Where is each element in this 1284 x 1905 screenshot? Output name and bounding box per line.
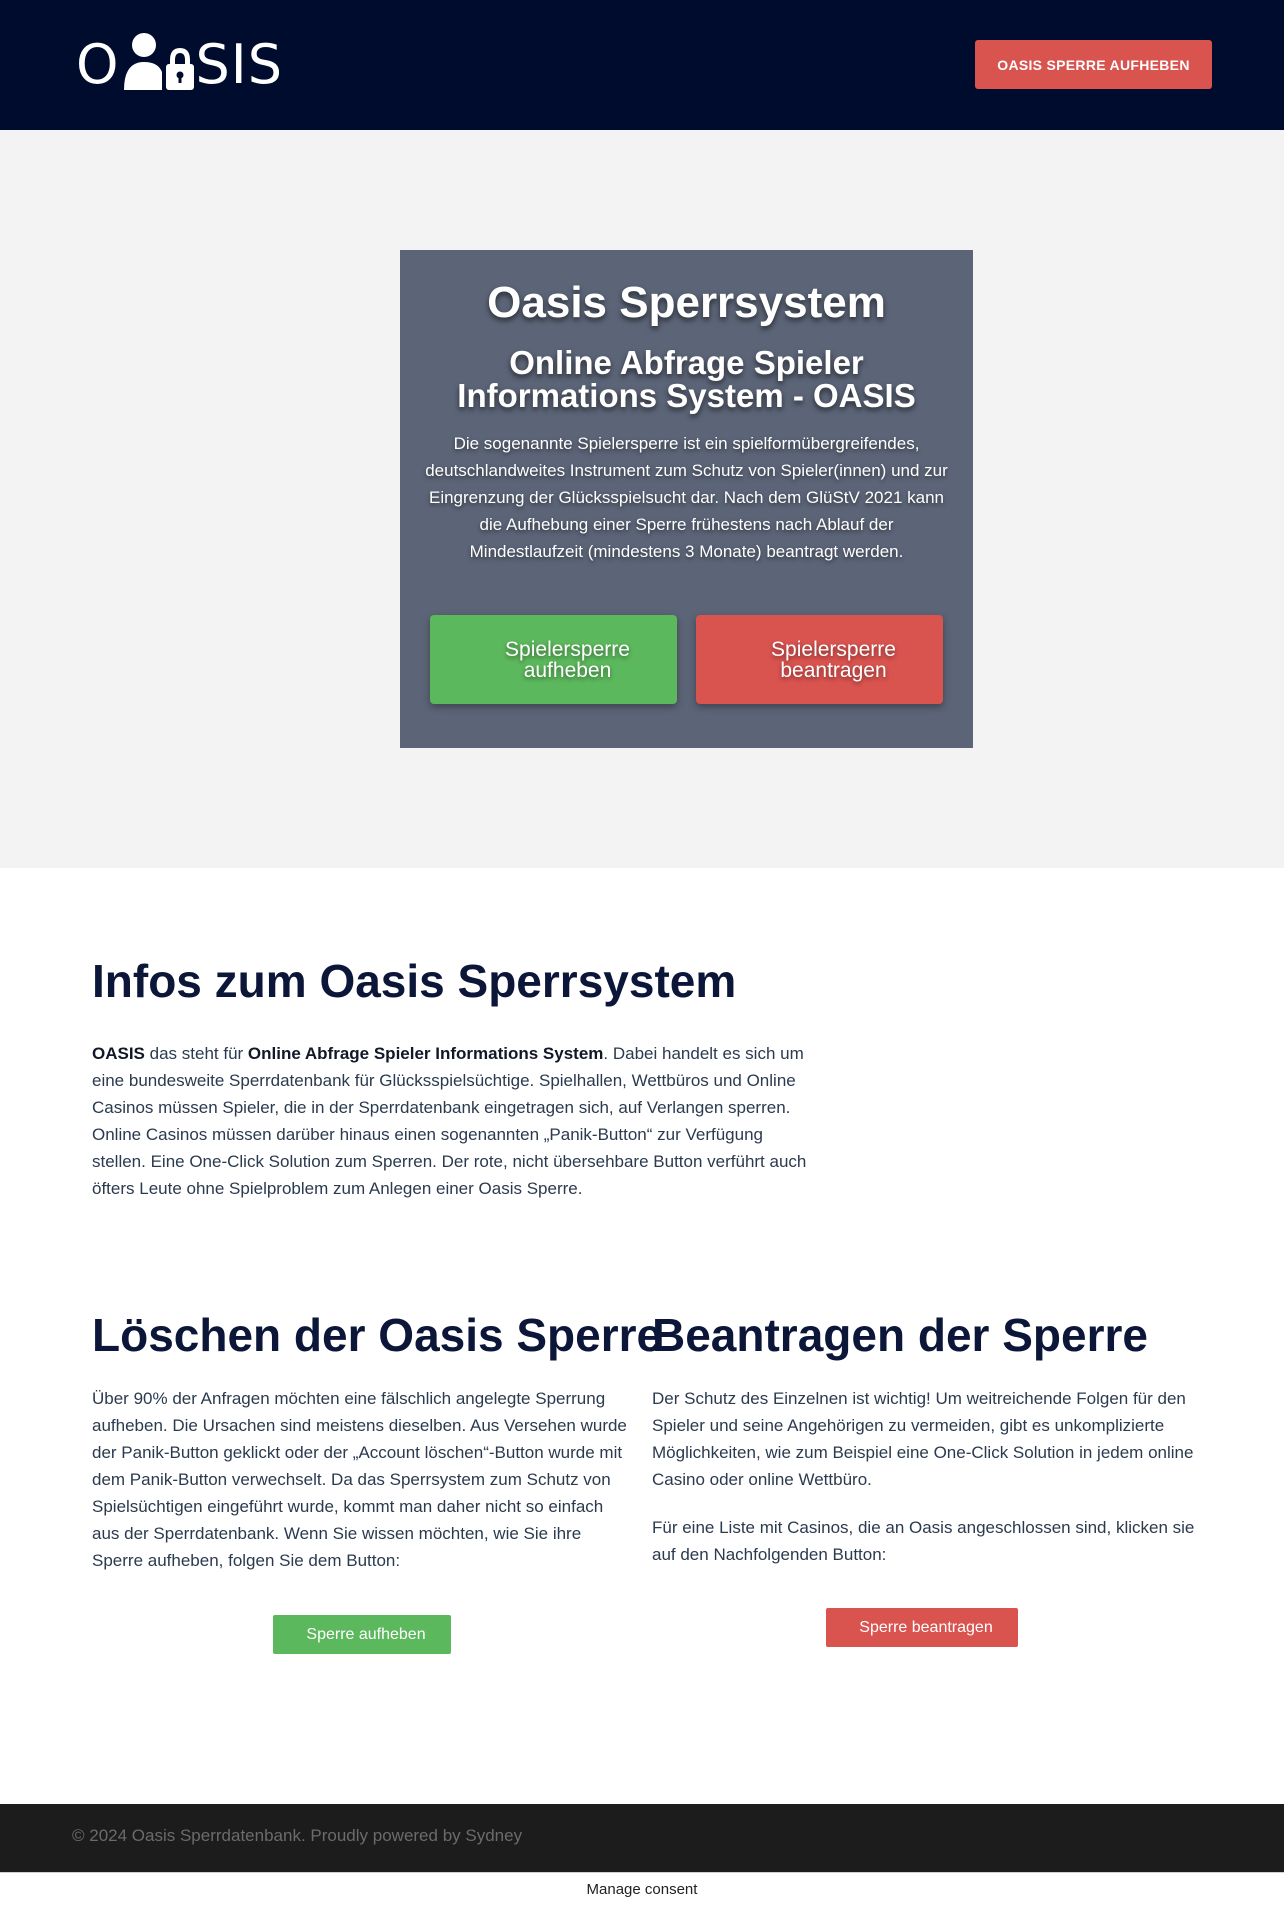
lift-ban-label: Spielersperre aufheben [505,637,630,682]
request-ban-paragraph-1: Der Schutz des Einzelnen ist wichtig! Um weitreichende Folgen für den Spieler und seine Angehörigen zu vermeiden, gibt es unkomplizierte Möglichkeiten, wie zum Beispiel eine One-Click Solution in jedem online Casino oder online Wettbüro. [652,1389,1194,1489]
hero-box [400,250,973,748]
lift-ban-button[interactable] [430,615,677,704]
delete-ban-paragraph: Über 90% der Anfragen möchten eine fälschlich angelegte Sperrung aufheben. Die Ursachen sind meistens dieselben. Aus Versehen wurde der Panik-Button geklickt oder der „Account löschen“-Button wurde mit dem Panik-Button verwechselt. Da das Sperrsystem zum Schutz von Spielsüchtigen eingeführt wurde, kommt man daher nicht so einfach aus der Sperrdatenbank. Wenn Sie wissen möchten, wie Sie ihre Sperre aufheben, folgen Sie dem Button: [92,1389,627,1570]
request-ban-heading: Beantragen der Sperre [652,1309,1148,1361]
site-footer [0,1804,1284,1872]
info-bold-fullname: Online Abfrage Spieler Informations System [247,1044,604,1063]
request-ban-small-button[interactable] [826,1608,1018,1647]
header-lift-ban-button[interactable]: OASIS SPERRE AUFHEBEN [975,40,1212,89]
lift-ban-small-button[interactable] [273,1615,451,1654]
lift-ban-small-label: Sperre aufheben [306,1625,426,1643]
delete-ban-heading: Löschen der Oasis Sperre [92,1309,663,1361]
hero-section [0,130,1284,868]
logo-suffix: SIS [195,33,283,96]
info-text-part1: das steht für [144,1044,248,1063]
info-paragraph [92,1040,807,1202]
request-ban-button[interactable] [696,615,943,704]
info-text-part2: . Dabei handelt es sich um eine bundesweite Sperrdatenbank für Glücksspielsüchtige. Spielhallen, Wettbüros und Online Casinos müssen Spieler, die in der Sperrdatenbank eingetragen sich, auf Verlangen sperren. Online Casinos müssen darüber hinaus einen sogenannten „Panik-Button“ zur Verfügung stellen. Eine One-Click Solution zum Sperren. Der rote, nicht übersehbare Button verführt auch öfters Leute ohne Spielproblem zum Anlegen einer Oasis Sperre. [92,1044,807,1198]
hero-description: Die sogenannte Spielersperre ist ein spielformübergreifendes, deutschlandweites Instrument zum Schutz von Spieler(innen) und zur Eingrenzung der Glücksspielsucht dar. Nach dem GlüStV 2021 kann die Aufhebung einer Sperre frühestens nach Ablauf der Mindestlaufzeit (mindestens 3 Monate) beantragt werden. [425,434,948,561]
footer-copyright: © 2024 Oasis Sperrdatenbank. Proudly powered by Sydney [72,1826,523,1845]
oasis-logo[interactable] [76,30,283,96]
logo-prefix: O [76,33,120,96]
info-heading: Infos zum Oasis Sperrsystem [92,955,737,1007]
request-ban-paragraph-2: Für eine Liste mit Casinos, die an Oasis angeschlossen sind, klicken sie auf den Nachfolgenden Button: [652,1518,1195,1564]
request-ban-small-label: Sperre beantragen [859,1618,993,1636]
request-ban-label: Spielersperre beantragen [771,637,896,682]
hero-subtitle: Online Abfrage Spieler Informations System - OASIS [457,344,916,414]
hero-title: Oasis Sperrsystem [487,278,886,327]
person-lock-icon [122,32,194,92]
manage-consent-link[interactable]: Manage consent [0,1872,1284,1905]
info-bold-oasis: OASIS [92,1044,145,1063]
site-header [0,0,1284,130]
